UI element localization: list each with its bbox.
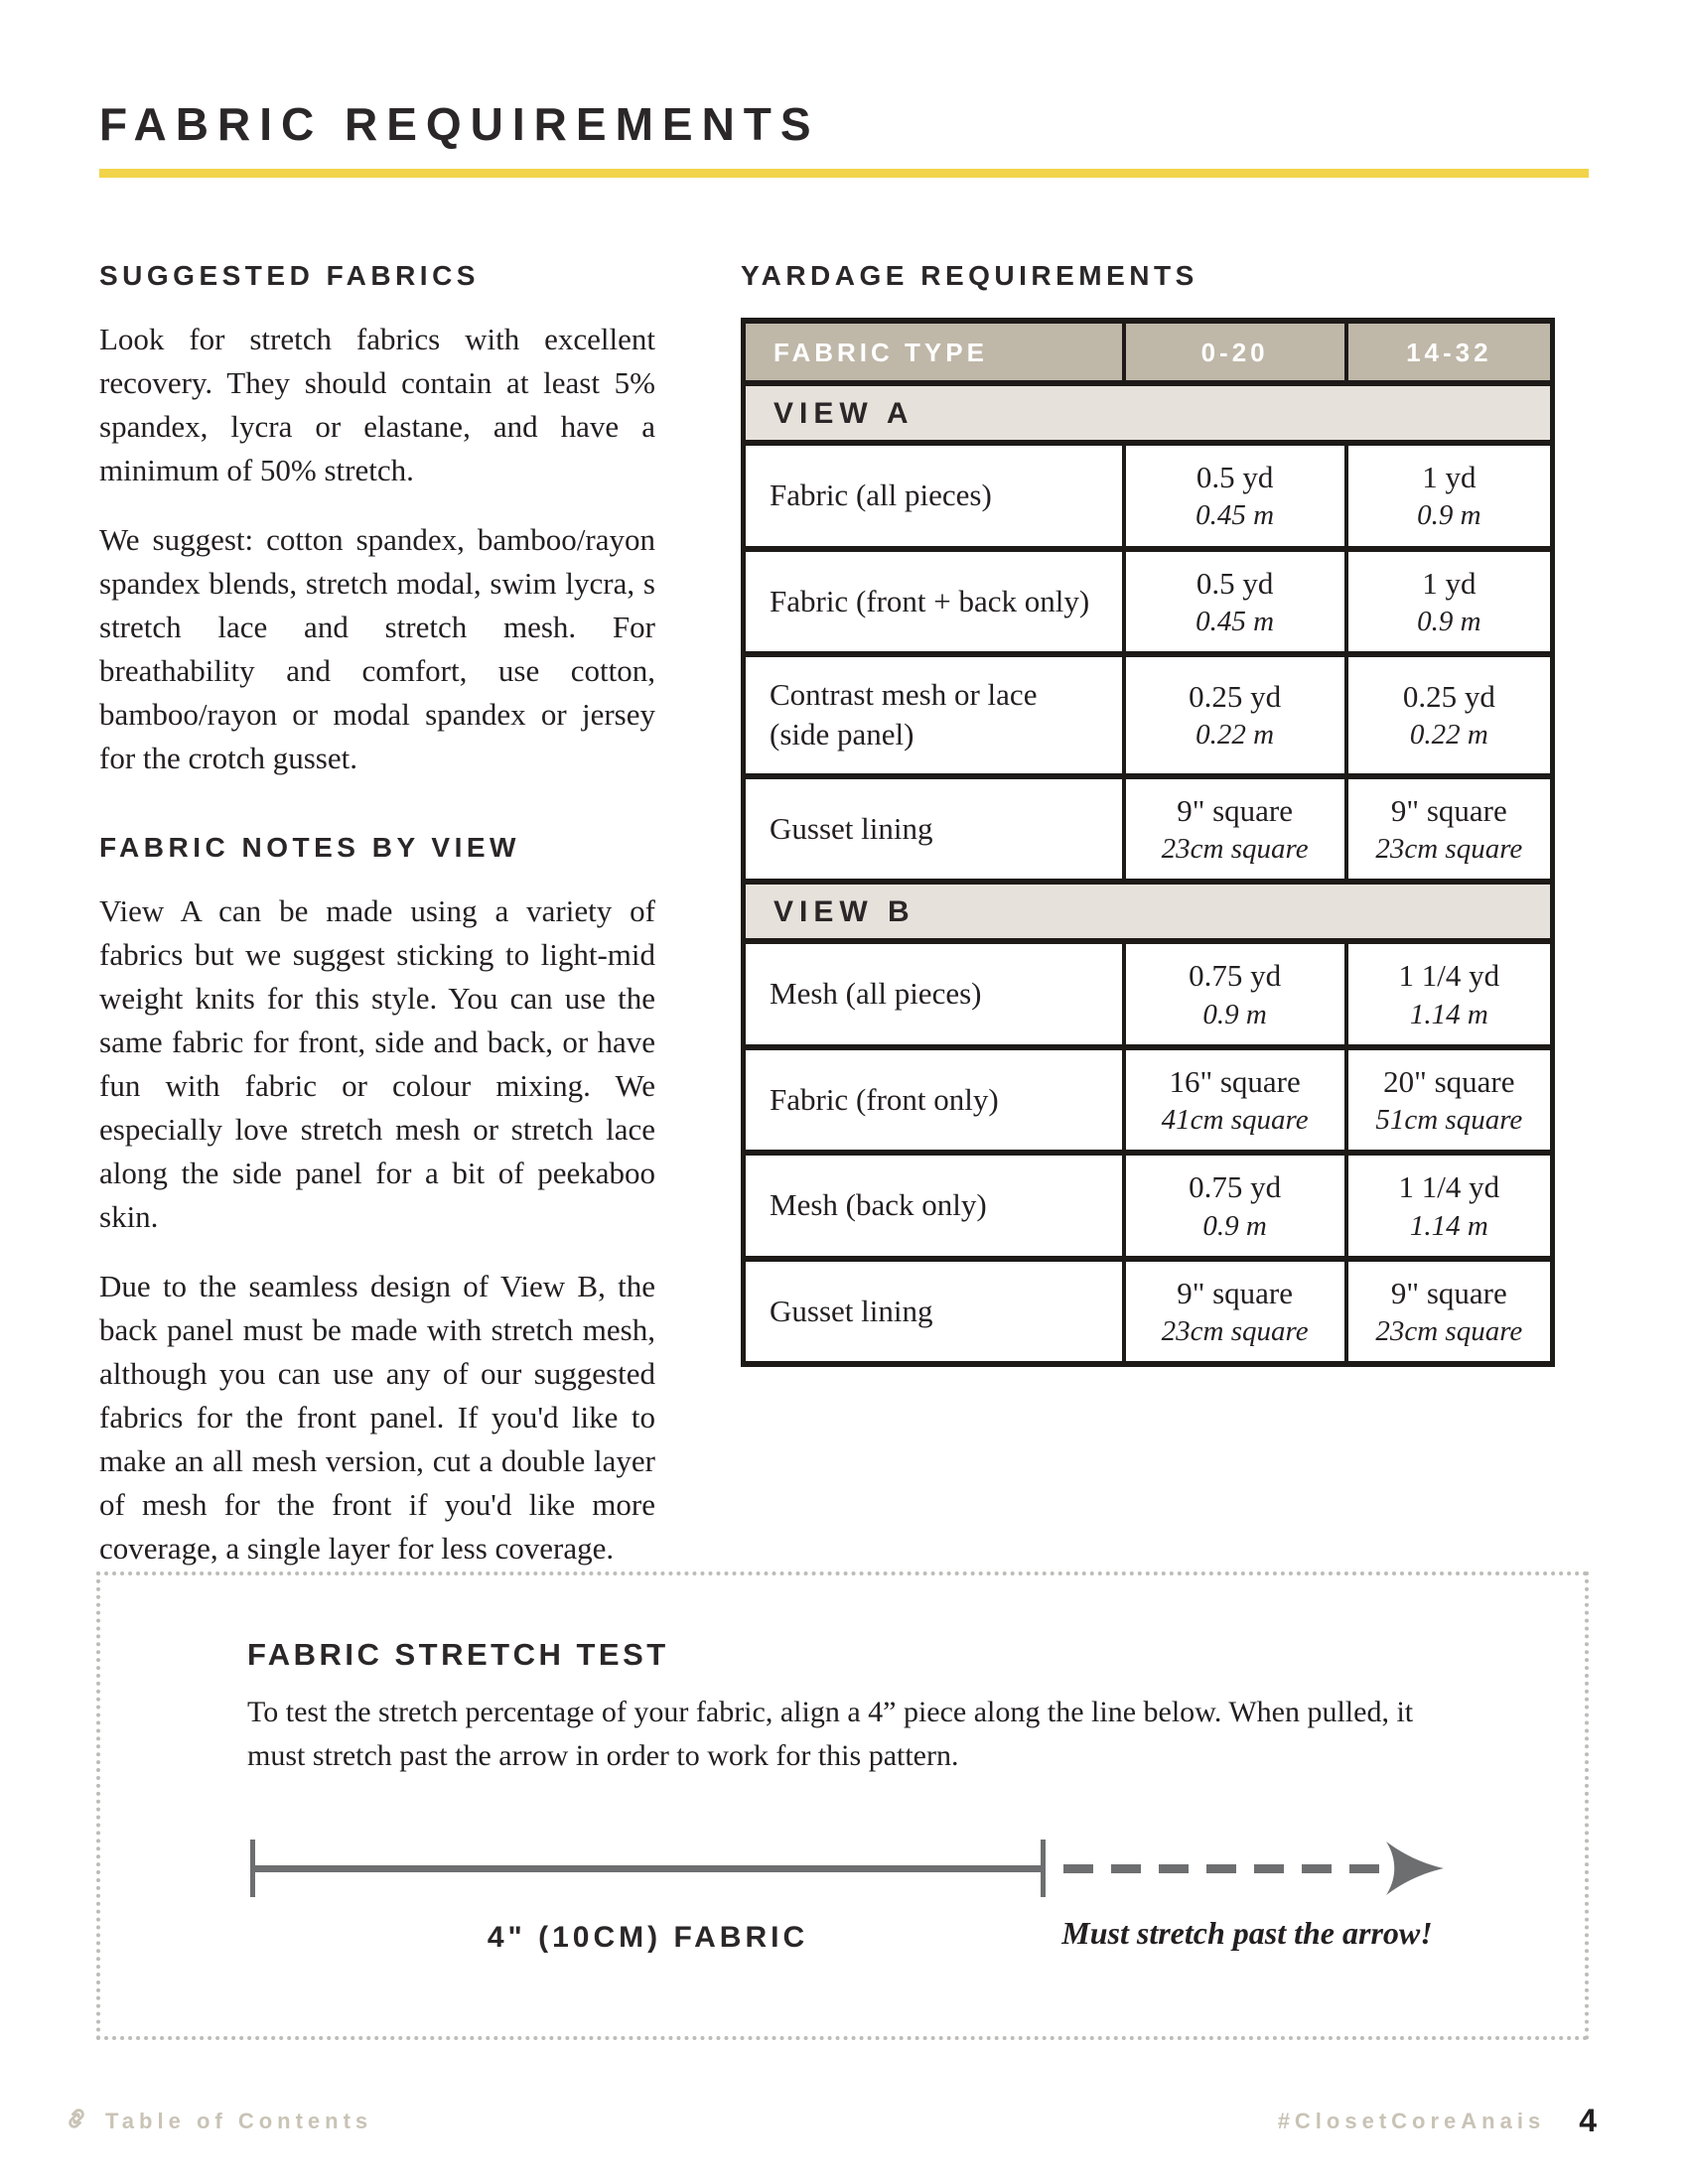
fabric-stretch-test-box	[96, 1571, 1589, 2040]
suggested-fabrics-paragraph: Look for stretch fabrics with excellent recovery. They should contain at least 5% spandex, lycra or elastane, and have a minimum of 50% stretch.	[99, 322, 655, 488]
yardage-value	[1346, 1153, 1553, 1259]
fabric-label: Mesh (all pieces)	[744, 941, 1124, 1047]
table-row	[744, 941, 1553, 1047]
right-column	[741, 260, 1589, 1596]
ruler-solid-line	[250, 1865, 1046, 1872]
yardage-value	[1346, 776, 1553, 883]
yardage-imperial: 9" square	[1177, 792, 1294, 828]
page-header	[99, 97, 1589, 178]
yardage-metric: 0.9 m	[1202, 998, 1267, 1030]
fabric-notes-heading: FABRIC NOTES BY VIEW	[99, 832, 520, 864]
yardage-metric: 0.45 m	[1196, 499, 1275, 532]
accent-rule	[99, 169, 1589, 178]
view-a-label: VIEW A	[744, 383, 1553, 443]
yardage-value	[1346, 941, 1553, 1047]
table-row	[744, 1153, 1553, 1259]
yardage-metric: 0.45 m	[1196, 605, 1275, 637]
yardage-imperial: 1 yd	[1422, 460, 1477, 494]
yardage-value	[1346, 1047, 1553, 1154]
yardage-metric: 23cm square	[1375, 1315, 1523, 1348]
arrowhead-icon	[1384, 1840, 1446, 1902]
yardage-value	[1124, 1153, 1346, 1259]
fabric-line-label: 4" (10CM) FABRIC	[487, 1921, 809, 1954]
table-header-row	[744, 321, 1553, 383]
yardage-value	[1346, 654, 1553, 776]
footer-right	[1278, 2103, 1597, 2139]
table-of-contents-label: Table of Contents	[105, 2108, 373, 2133]
fabric-label: Gusset lining	[744, 776, 1124, 883]
column-header-fabric-type: FABRIC TYPE	[744, 321, 1124, 383]
fabric-label: Mesh (back only)	[744, 1153, 1124, 1259]
fabric-label: Fabric (front only)	[744, 1047, 1124, 1154]
yardage-imperial: 9" square	[1390, 792, 1507, 828]
stretch-test-diagram	[100, 1816, 1585, 2014]
view-b-label: VIEW B	[744, 882, 1553, 941]
yardage-imperial: 9" square	[1177, 1275, 1294, 1310]
yardage-metric: 0.22 m	[1196, 719, 1275, 751]
yardage-imperial: 0.75 yd	[1189, 1169, 1282, 1205]
yardage-metric: 23cm square	[1161, 1315, 1309, 1348]
fabric-label: Contrast mesh or lace (side panel)	[744, 654, 1124, 776]
table-row	[744, 776, 1553, 883]
table-row	[744, 1259, 1553, 1365]
column-header-size-14-32: 14-32	[1346, 321, 1553, 383]
stretch-test-instructions: To test the stretch percentage of your fabric, align a 4” piece along the line below. When pulled, it must stretch past the arrow in order to work for this pattern.	[247, 1696, 1414, 1772]
yardage-value	[1124, 1259, 1346, 1365]
yardage-metric: 1.14 m	[1409, 1209, 1488, 1242]
page-footer	[62, 2103, 1597, 2139]
table-row	[744, 443, 1553, 549]
yardage-imperial: 0.5 yd	[1196, 565, 1274, 601]
yardage-imperial: 0.25 yd	[1402, 679, 1495, 715]
suggested-fabrics-paragraph: We suggest: cotton spandex, bamboo/rayon spandex blends, stretch modal, swim lycra, s stretch lace and stretch mesh. For breathability and comfort, use cotton, bamboo/rayon or modal spandex or jersey for the crotch gusset.	[99, 522, 655, 776]
column-header-size-0-20: 0-20	[1124, 321, 1346, 383]
yardage-value	[1346, 1259, 1553, 1365]
yardage-metric: 1.14 m	[1409, 998, 1488, 1030]
yardage-value	[1124, 941, 1346, 1047]
fabric-notes-paragraph: Due to the seamless design of View B, the back panel must be made with stretch mesh, although you can use any of our suggested fabrics for the front panel. If you'd like to make an all mesh version, cut a double layer of mesh for the front if you'd like more coverage, a single layer for less coverage.	[99, 1269, 655, 1567]
yardage-imperial: 1 1/4 yd	[1398, 958, 1500, 994]
suggested-fabrics-heading: SUGGESTED FABRICS	[99, 260, 480, 291]
table-row	[744, 1047, 1553, 1154]
yardage-value	[1124, 776, 1346, 883]
page-number: 4	[1579, 2103, 1597, 2138]
yardage-metric: 0.9 m	[1202, 1209, 1267, 1242]
table-row	[744, 549, 1553, 655]
yardage-heading: YARDAGE REQUIREMENTS	[741, 260, 1198, 291]
yardage-value	[1124, 654, 1346, 776]
fabric-label: Fabric (front + back only)	[744, 549, 1124, 655]
stretch-test-heading: FABRIC STRETCH TEST	[247, 1637, 669, 1672]
yardage-metric: 51cm square	[1375, 1104, 1523, 1137]
fabric-notes-paragraph: View A can be made using a variety of fabrics but we suggest sticking to light-mid weight knits for this style. You can use the same fabric for front, side and back, or have fun with fabric or colour mixing. We especially love stretch mesh or stretch lace along the side panel for a bit of peekaboo skin.	[99, 893, 655, 1235]
yardage-value	[1124, 549, 1346, 655]
yardage-value	[1346, 549, 1553, 655]
link-icon	[62, 2104, 91, 2138]
stretch-dashed-line	[1063, 1864, 1389, 1873]
yardage-metric: 0.22 m	[1409, 719, 1488, 751]
main-content	[99, 260, 1589, 1596]
yardage-metric: 23cm square	[1161, 832, 1309, 865]
yardage-imperial: 16" square	[1169, 1063, 1301, 1099]
page-title: FABRIC REQUIREMENTS	[99, 98, 820, 150]
yardage-value	[1124, 443, 1346, 549]
yardage-metric: 0.9 m	[1417, 499, 1481, 532]
table-of-contents-link[interactable]	[62, 2104, 372, 2138]
yardage-metric: 0.9 m	[1417, 605, 1481, 637]
view-a-band-row	[744, 383, 1553, 443]
yardage-imperial: 20" square	[1383, 1063, 1515, 1099]
yardage-value	[1124, 1047, 1346, 1154]
yardage-imperial: 1 yd	[1422, 565, 1477, 601]
yardage-imperial: 0.25 yd	[1189, 679, 1282, 715]
ruler-end-tick	[1041, 1840, 1046, 1897]
arrow-caption: Must stretch past the arrow!	[1061, 1915, 1433, 1951]
yardage-metric: 41cm square	[1161, 1104, 1309, 1137]
yardage-imperial: 9" square	[1390, 1275, 1507, 1310]
view-b-band-row	[744, 882, 1553, 941]
yardage-metric: 23cm square	[1375, 832, 1523, 865]
fabric-label: Fabric (all pieces)	[744, 443, 1124, 549]
yardage-table	[741, 318, 1555, 1367]
fabric-label: Gusset lining	[744, 1259, 1124, 1365]
table-row	[744, 654, 1553, 776]
hashtag-label: #ClosetCoreAnais	[1277, 2108, 1546, 2133]
yardage-imperial: 1 1/4 yd	[1398, 1169, 1500, 1205]
yardage-value	[1346, 443, 1553, 549]
yardage-imperial: 0.5 yd	[1196, 460, 1274, 494]
yardage-imperial: 0.75 yd	[1189, 958, 1282, 994]
left-column	[99, 260, 655, 1596]
